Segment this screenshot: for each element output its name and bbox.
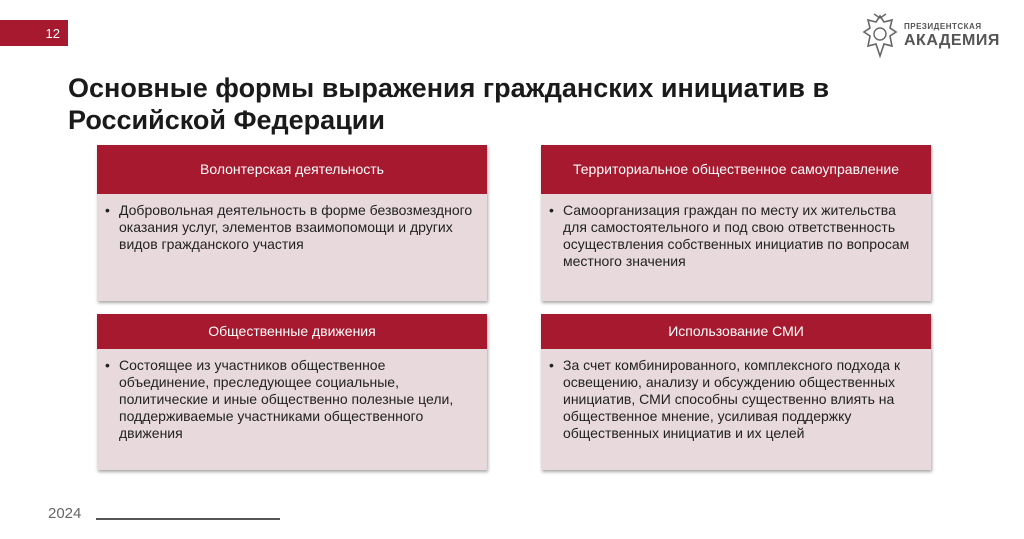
logo-line-1: ПРЕЗИДЕНТСКАЯ [904, 22, 982, 31]
card-heading: Использование СМИ [541, 314, 931, 349]
card-media-usage [541, 314, 931, 470]
card-heading: Волонтерская деятельность [97, 145, 487, 194]
card-body [97, 349, 487, 450]
card-text: Состоящее из участников общественное объединение, преследующее социальные, политические и иные общественно полезные цели, поддерживаемые участниками общественного движения [119, 357, 454, 441]
footer-year: 2024 [48, 505, 82, 522]
card-volunteering [97, 145, 487, 301]
academy-logo [860, 10, 1000, 62]
card-text: Добровольная деятельность в форме безвозмездного оказания услуг, элементов взаимопомощи и других видов гражданского участия [119, 202, 473, 252]
bullet-icon: • [549, 357, 554, 373]
card-heading: Общественные движения [97, 314, 487, 349]
bullet-icon: • [105, 202, 110, 218]
card-heading: Территориальное общественное самоуправление [541, 145, 931, 194]
card-text: За счет комбинированного, комплексного подхода к освещению, анализу и обсуждению общественных инициатив, СМИ способны существенно влиять на общественное мнение, усиливая поддержку общественных инициатив и их целей [563, 357, 901, 441]
page-number: 12 [45, 25, 60, 41]
logo-line-2: АКАДЕМИЯ [904, 32, 1000, 49]
card-text: Самоорганизация граждан по месту их жительства для самостоятельного и под свою ответственность осуществления собственных инициатив по вопросам местного значения [563, 202, 910, 269]
card-body [97, 194, 487, 261]
page-number-badge [0, 20, 68, 46]
card-territorial-self-government [541, 145, 931, 301]
bullet-icon: • [549, 202, 554, 218]
card-body [541, 194, 931, 278]
card-body [541, 349, 931, 450]
page-title: Основные формы выражения гражданских инициатив в Российской Федерации [68, 73, 830, 135]
bullet-icon: • [105, 357, 110, 373]
footer-divider [96, 518, 280, 520]
eagle-emblem-icon [860, 12, 900, 60]
card-social-movements [97, 314, 487, 470]
